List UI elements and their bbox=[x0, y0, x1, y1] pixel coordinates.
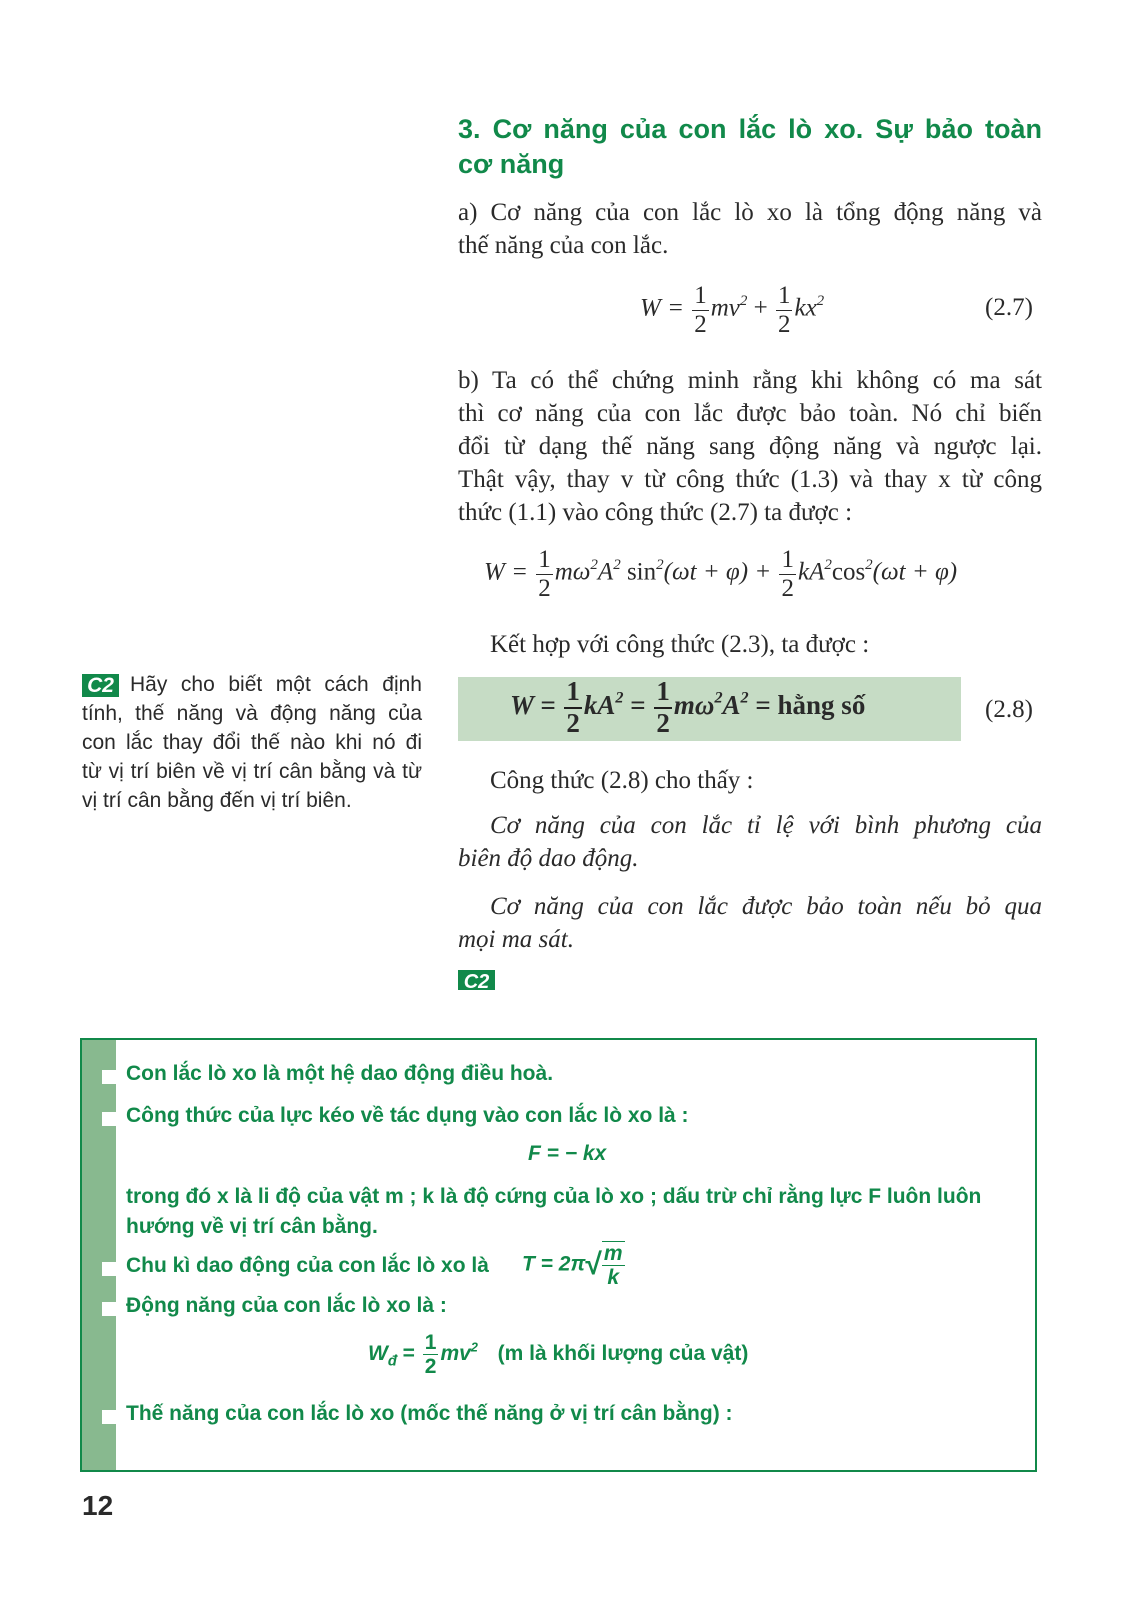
text-line: Cơ năng của con lắc được bảo toàn nếu bỏ qua bbox=[490, 893, 1042, 920]
summary-side-bar bbox=[82, 1040, 116, 1470]
text-line: thì cơ năng của con lắc được bảo toàn. Nó chỉ biến bbox=[458, 400, 1042, 427]
text-line: Cơ năng của con lắc tỉ lệ với bình phương của bbox=[490, 812, 1042, 839]
c2-badge: C2 bbox=[82, 674, 119, 697]
c2-badge-reference: C2 bbox=[458, 970, 495, 990]
equation-2-7: W = $\frac{1}{2}$ $mv^2$ + $\frac{1}{2}$ $kx^2$ bbox=[640, 282, 825, 338]
bullet-icon bbox=[102, 1070, 116, 1084]
fraction: $\frac{1}{2}$ bbox=[656, 676, 670, 738]
heading-line-1: 3. Cơ năng của con lắc lò xo. Sự bảo toàn bbox=[458, 114, 1042, 144]
paragraph-a bbox=[458, 196, 1042, 262]
equation-number: (2.8) bbox=[985, 696, 1033, 723]
text-line: biên độ dao động. bbox=[458, 845, 639, 872]
fraction: $\frac{1}{2}$ bbox=[777, 282, 791, 338]
text-line: tính, thế năng và động năng của bbox=[82, 702, 422, 725]
text-line: vị trí cân bằng đến vị trí biên. bbox=[82, 789, 352, 812]
fraction: $\frac{1}{2}$ bbox=[566, 676, 580, 738]
equation-energy-expansion: W = $\frac{1}{2}$ $m\omega^2A^2$ $\sin^2(\omega t + \varphi)$ + $\frac{1}{2}$ $kA^2\cos^2(\omega t + \varphi)$ bbox=[484, 546, 958, 602]
heading-line-2: cơ năng bbox=[458, 149, 565, 179]
fraction: $\frac{1}{2}$ bbox=[694, 282, 707, 338]
shows-text: Công thức (2.8) cho thấy : bbox=[490, 767, 754, 794]
eq-term: kx bbox=[794, 294, 817, 322]
text-line: con lắc thay đổi thế nào khi nó đi bbox=[82, 731, 422, 754]
c2-question bbox=[82, 670, 422, 815]
combine-text: Kết hợp với công thức (2.3), ta được : bbox=[490, 631, 870, 658]
summary-item-4: Động năng của con lắc lò xo là : bbox=[126, 1294, 447, 1317]
text-line: mọi ma sát. bbox=[458, 926, 574, 953]
summary-item-2: Công thức của lực kéo về tác dụng vào con lắc lò xo là : bbox=[126, 1104, 689, 1127]
summary-item-3: Chu kì dao động của con lắc lò xo là bbox=[126, 1254, 489, 1277]
summary-item-2-explain: trong đó x là li độ của vật m ; k là độ cứng của lò xo ; dấu trừ chỉ rằng lực F luôn luôn bbox=[126, 1185, 982, 1208]
equation-number: (2.7) bbox=[985, 294, 1033, 321]
boxed-equation-2-8: W = $\frac{1}{2}$ $kA^2$ = $\frac{1}{2}$ $m\omega^2A^2$ = hằng số bbox=[458, 677, 961, 741]
fraction: $\frac{1}{2}$ bbox=[781, 546, 794, 602]
page-number: 12 bbox=[82, 1490, 114, 1521]
eq-term: mv bbox=[710, 294, 740, 322]
summary-item-5: Thế năng của con lắc lò xo (mốc thế năng ở vị trí cân bằng) : bbox=[126, 1402, 733, 1425]
summary-box bbox=[80, 1038, 1037, 1472]
statement-1 bbox=[458, 809, 1042, 875]
eq-lhs: W = bbox=[640, 294, 684, 322]
statement-2 bbox=[458, 890, 1042, 956]
summary-item-1: Con lắc lò xo là một hệ dao động điều hoà. bbox=[126, 1062, 554, 1085]
fraction: $\frac{1}{2}$ bbox=[538, 546, 551, 602]
force-equation: F = − kx bbox=[528, 1142, 607, 1165]
text-line: a) Cơ năng của con lắc lò xo là tổng động năng và bbox=[458, 199, 1042, 226]
bullet-icon bbox=[102, 1302, 116, 1316]
text-line: Thật vậy, thay v từ công thức (1.3) và thay x từ công bbox=[458, 466, 1042, 493]
text-line: Hãy cho biết một cách định bbox=[130, 673, 422, 696]
text-line: đổi từ dạng thế năng sang động năng và ngược lại. bbox=[458, 433, 1042, 460]
kinetic-energy-equation: $W_đ$ = $\frac{1}{2}$ $mv^2$ (m là khối lượng của vật) bbox=[368, 1331, 749, 1379]
section-heading bbox=[458, 112, 1042, 182]
bullet-icon bbox=[102, 1410, 116, 1424]
text-line: từ vị trí biên về vị trí cân bằng và từ bbox=[82, 760, 422, 783]
text-line: b) Ta có thể chứng minh rằng khi không có ma sát bbox=[458, 367, 1042, 394]
paragraph-b bbox=[458, 364, 1042, 529]
summary-item-2-explain: hướng về vị trí cân bằng. bbox=[126, 1215, 378, 1238]
bullet-icon bbox=[102, 1262, 116, 1276]
text-line: thế năng của con lắc. bbox=[458, 232, 669, 259]
text-line: thức (1.1) vào công thức (2.7) ta được : bbox=[458, 499, 853, 526]
bullet-icon bbox=[102, 1112, 116, 1126]
period-equation: T = 2π√ $\frac{m}{k}$ bbox=[522, 1242, 623, 1290]
